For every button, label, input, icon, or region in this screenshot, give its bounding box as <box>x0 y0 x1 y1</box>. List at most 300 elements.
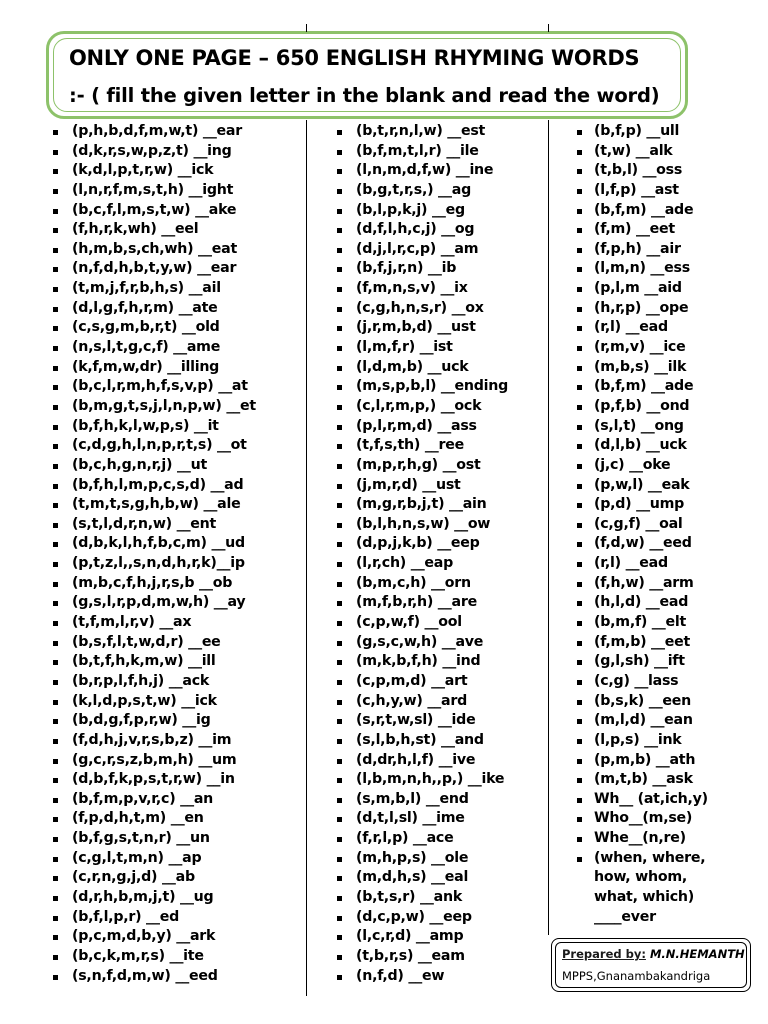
bullet-icon <box>577 582 582 587</box>
bullet-icon <box>337 385 342 390</box>
rhyme-list-item <box>52 397 256 417</box>
bullet-icon <box>337 150 342 155</box>
rhyme-list-item <box>336 436 508 456</box>
bullet-icon <box>53 778 58 783</box>
rhyme-list-item <box>336 711 508 731</box>
rhyme-item-text: (b,m,c,h) __orn <box>356 574 471 591</box>
bullet-icon <box>577 189 582 194</box>
rhyme-list-item <box>576 436 708 456</box>
rhyme-list-item <box>336 279 508 299</box>
rhyme-list-item <box>336 908 508 928</box>
rhyme-list-item <box>52 279 256 299</box>
bullet-icon <box>337 660 342 665</box>
bullet-icon <box>577 307 582 312</box>
rhyme-list-item <box>52 161 256 181</box>
bullet-icon <box>53 660 58 665</box>
bullet-icon <box>53 739 58 744</box>
rhyme-list-item <box>576 613 708 633</box>
column-divider-top-2 <box>548 24 549 32</box>
rhyme-list-item <box>576 456 708 476</box>
rhyme-list-item <box>336 417 508 437</box>
bullet-icon <box>53 523 58 528</box>
rhyme-item-text: (m,l,d) __ean <box>594 712 693 729</box>
bullet-icon <box>577 484 582 489</box>
rhyme-list-item <box>336 888 508 908</box>
rhyme-item-text: (f,d,h,j,v,r,s,b,z) __im <box>72 731 232 748</box>
bullet-icon <box>337 366 342 371</box>
bullet-icon <box>577 503 582 508</box>
rhyme-item-text: ____ever <box>594 908 656 925</box>
rhyme-item-text: (p,c,m,d,b,y) __ark <box>72 928 216 945</box>
bullet-icon <box>53 425 58 430</box>
bullet-icon <box>577 523 582 528</box>
bullet-icon <box>337 228 342 233</box>
rhyme-list-item <box>576 259 708 279</box>
bullet-icon <box>53 896 58 901</box>
rhyme-item-text: (s,l,b,h,st) __and <box>356 731 484 748</box>
bullet-icon <box>53 542 58 547</box>
bullet-icon <box>53 385 58 390</box>
rhyme-list-item <box>336 692 508 712</box>
rhyme-continuation-line <box>576 868 708 888</box>
rhyme-item-text: (b,f,m,t,l,r) __ile <box>356 142 479 159</box>
rhyme-list-item <box>576 299 708 319</box>
rhyme-item-text: (b,f,h,l,m,p,c,s,d) __ad <box>72 476 244 493</box>
rhyme-item-text: (l,p,s) __ink <box>594 731 682 748</box>
bullet-icon <box>53 209 58 214</box>
rhyme-list-item <box>336 456 508 476</box>
rhyme-list-item <box>52 790 256 810</box>
rhyme-item-text: (d,dr,h,l,f) __ive <box>356 751 476 768</box>
rhyme-item-text: (b,t,s,r) __ank <box>356 888 463 905</box>
bullet-icon <box>337 130 342 135</box>
rhyme-list-item <box>336 652 508 672</box>
rhyme-list-item <box>336 554 508 574</box>
bullet-icon <box>337 857 342 862</box>
bullet-icon <box>53 641 58 646</box>
rhyme-item-text: (d,k,r,s,w,p,z,t) __ing <box>72 142 232 159</box>
rhyme-list-item <box>576 417 708 437</box>
rhyme-list-item <box>52 692 256 712</box>
bullet-icon <box>53 857 58 862</box>
rhyme-list-item <box>336 868 508 888</box>
bullet-icon <box>53 267 58 272</box>
rhyme-item-text: (b,d,g,f,p,r,w) __ig <box>72 712 211 729</box>
bullet-icon <box>53 759 58 764</box>
bullet-icon <box>337 464 342 469</box>
rhyme-list-item <box>336 181 508 201</box>
bullet-icon <box>337 896 342 901</box>
bullet-icon <box>577 209 582 214</box>
bullet-icon <box>337 680 342 685</box>
rhyme-list-item <box>52 495 256 515</box>
rhyme-list-item <box>52 809 256 829</box>
rhyme-item-text: (t,m,t,s,g,h,b,w) __ale <box>72 496 241 513</box>
rhyme-item-text: (d,t,l,sl) __ime <box>356 810 465 827</box>
rhyme-column-2 <box>336 122 508 986</box>
rhyme-item-text: (p,w,l) __eak <box>594 476 690 493</box>
rhyme-column-3 <box>576 122 708 927</box>
bullet-icon <box>53 621 58 626</box>
rhyme-list-item <box>52 947 256 967</box>
rhyme-list-item <box>576 849 708 869</box>
bullet-icon <box>337 425 342 430</box>
rhyme-item-text: (j,r,m,b,d) __ust <box>356 319 476 336</box>
bullet-icon <box>53 444 58 449</box>
bullet-icon <box>577 366 582 371</box>
bullet-icon <box>53 817 58 822</box>
rhyme-continuation-line <box>576 888 708 908</box>
bullet-icon <box>53 366 58 371</box>
rhyme-item-text: what, which) <box>594 888 694 905</box>
bullet-icon <box>337 267 342 272</box>
rhyme-item-text: (l,m,n) __ess <box>594 260 690 277</box>
rhyme-list-item <box>52 711 256 731</box>
bullet-icon <box>337 346 342 351</box>
rhyme-list-item <box>336 377 508 397</box>
bullet-icon <box>577 228 582 233</box>
rhyme-item-text: (c,s,g,m,b,r,t) __old <box>72 319 220 336</box>
bullet-icon <box>577 817 582 822</box>
bullet-icon <box>53 798 58 803</box>
rhyme-list-item <box>576 279 708 299</box>
rhyme-list-item <box>336 515 508 535</box>
rhyme-item-text: (b,f,m) __ade <box>594 378 694 395</box>
rhyme-item-text: (p,m,b) __ath <box>594 751 696 768</box>
bullet-icon <box>53 582 58 587</box>
rhyme-item-text: (m,f,b,r,h) __are <box>356 594 477 611</box>
rhyme-list-item <box>336 947 508 967</box>
rhyme-item-text: (m,s,p,b,l) __ending <box>356 378 509 395</box>
rhyme-list-item <box>52 868 256 888</box>
rhyme-list-item <box>576 142 708 162</box>
rhyme-list-item <box>52 181 256 201</box>
rhyme-item-text: (f,h,w) __arm <box>594 574 694 591</box>
rhyme-item-text: (c,g,f) __oal <box>594 515 683 532</box>
rhyme-list-item <box>336 161 508 181</box>
rhyme-item-text: (l,f,p) __ast <box>594 181 679 198</box>
page-title: ONLY ONE PAGE – 650 ENGLISH RHYMING WORDS <box>69 46 640 70</box>
rhyme-list-item <box>576 318 708 338</box>
bullet-icon <box>337 209 342 214</box>
bullet-icon <box>577 169 582 174</box>
bullet-icon <box>337 700 342 705</box>
rhyme-list-item <box>52 377 256 397</box>
rhyme-item-text: Whe__(n,re) <box>594 830 686 847</box>
rhyme-item-text: (b,f,m) __ade <box>594 201 694 218</box>
rhyme-item-text: (when, where, <box>594 849 706 866</box>
rhyme-list-item <box>336 672 508 692</box>
rhyme-list-item <box>336 476 508 496</box>
rhyme-item-text: (c,r,n,g,j,d) __ab <box>72 869 195 886</box>
rhyme-list-item <box>336 809 508 829</box>
rhyme-list-item <box>52 534 256 554</box>
bullet-icon <box>53 326 58 331</box>
rhyme-item-text: (k,l,d,p,s,t,w) __ick <box>72 692 217 709</box>
rhyme-list-item <box>336 299 508 319</box>
bullet-icon <box>577 346 582 351</box>
rhyme-item-text: (b,f,h,k,l,w,p,s) __it <box>72 417 219 434</box>
rhyme-item-text: (p,l,r,m,d) __ass <box>356 417 477 434</box>
rhyme-list-item <box>52 220 256 240</box>
bullet-icon <box>577 837 582 842</box>
bullet-icon <box>337 759 342 764</box>
rhyme-item-text: (f,r,l,p) __ace <box>356 830 454 847</box>
rhyme-list-item <box>336 142 508 162</box>
rhyme-item-text: (r,l) __ead <box>594 319 668 336</box>
rhyme-item-text: (b,l,p,k,j) __eg <box>356 201 465 218</box>
rhyme-list-item <box>336 593 508 613</box>
rhyme-list-item <box>52 888 256 908</box>
bullet-icon <box>577 719 582 724</box>
rhyme-list-item <box>52 358 256 378</box>
rhyme-list-item <box>576 534 708 554</box>
rhyme-list-item <box>576 358 708 378</box>
bullet-icon <box>577 542 582 547</box>
rhyme-list-item <box>336 633 508 653</box>
bullet-icon <box>337 248 342 253</box>
bullet-icon <box>337 484 342 489</box>
rhyme-list-item <box>336 397 508 417</box>
rhyme-item-text: (s,m,b,l) __end <box>356 790 469 807</box>
rhyme-list-item <box>576 377 708 397</box>
bullet-icon <box>577 464 582 469</box>
bullet-icon <box>53 503 58 508</box>
rhyme-list-item <box>52 967 256 987</box>
bullet-icon <box>337 444 342 449</box>
rhyme-item-text: (d,f,l,h,c,j) __og <box>356 221 475 238</box>
bullet-icon <box>53 562 58 567</box>
rhyme-list-item <box>336 338 508 358</box>
rhyme-item-text: Wh__ (at,ich,y) <box>594 790 708 807</box>
rhyme-list-item <box>52 259 256 279</box>
rhyme-item-text: (b,l,h,n,s,w) __ow <box>356 515 491 532</box>
rhyme-item-text: Who__(m,se) <box>594 810 693 827</box>
bullet-icon <box>577 759 582 764</box>
rhyme-item-text: (r,m,v) __ice <box>594 339 686 356</box>
rhyme-list-item <box>52 142 256 162</box>
rhyme-item-text: (d,b,f,k,p,s,t,r,w) __in <box>72 771 235 788</box>
rhyme-list-item <box>336 849 508 869</box>
bullet-icon <box>53 248 58 253</box>
rhyme-item-text: (d,j,l,r,c,p) __am <box>356 240 479 257</box>
bullet-icon <box>53 346 58 351</box>
bullet-icon <box>337 169 342 174</box>
bullet-icon <box>337 719 342 724</box>
bullet-icon <box>53 916 58 921</box>
rhyme-item-text: (s,r,t,w,sl) __ide <box>356 712 476 729</box>
rhyme-list-item <box>336 613 508 633</box>
rhyme-item-text: (m,g,r,b,j,t) __ain <box>356 496 487 513</box>
rhyme-item-text: (b,f,p) __ull <box>594 123 680 139</box>
bullet-icon <box>337 523 342 528</box>
rhyme-list-item <box>576 201 708 221</box>
rhyme-list-item <box>52 122 256 142</box>
bullet-icon <box>577 425 582 430</box>
rhyme-item-text: (h,m,b,s,ch,wh) __eat <box>72 240 237 257</box>
rhyme-item-text: (p,t,z,l,,s,n,d,h,r,k)__ip <box>72 555 245 572</box>
bullet-icon <box>577 700 582 705</box>
rhyme-item-text: (b,m,g,t,s,j,l,n,p,w) __et <box>72 397 256 414</box>
bullet-icon <box>577 680 582 685</box>
rhyme-list-item <box>52 849 256 869</box>
rhyme-item-text: (f,d,w) __eed <box>594 535 692 552</box>
rhyme-list-item <box>52 751 256 771</box>
rhyme-item-text: (b,c,h,g,n,r,j) __ut <box>72 456 208 473</box>
bullet-icon <box>577 405 582 410</box>
bullet-icon <box>337 287 342 292</box>
rhyme-list-item <box>52 554 256 574</box>
bullet-icon <box>53 837 58 842</box>
credit-school: MPPS,Gnanambakandriga <box>562 969 711 983</box>
rhyme-list-item <box>336 967 508 987</box>
rhyme-list-item <box>576 220 708 240</box>
rhyme-list-item <box>576 652 708 672</box>
rhyme-item-text: (b,f,g,s,t,n,r) __un <box>72 830 210 847</box>
credit-line <box>562 947 745 961</box>
rhyme-item-text: (j,c) __oke <box>594 456 671 473</box>
rhyme-item-text: (l,d,m,b) __uck <box>356 358 469 375</box>
rhyme-item-text: (d,r,h,b,m,j,t) __ug <box>72 888 214 905</box>
rhyme-item-text: (c,l,r,m,p,) __ock <box>356 397 482 414</box>
bullet-icon <box>577 660 582 665</box>
credit-author-name: M.N.HEMANTH <box>649 947 745 961</box>
rhyme-list-item <box>52 318 256 338</box>
bullet-icon <box>337 542 342 547</box>
rhyme-list-item <box>52 436 256 456</box>
credit-label: Prepared by: <box>562 947 646 961</box>
bullet-icon <box>53 287 58 292</box>
rhyme-item-text: (c,h,y,w) __ard <box>356 692 468 709</box>
bullet-icon <box>53 975 58 980</box>
rhyme-item-text: (r,l) __ead <box>594 555 668 572</box>
rhyme-list-item <box>336 201 508 221</box>
bullet-icon <box>337 601 342 606</box>
rhyme-list-item <box>576 161 708 181</box>
bullet-icon <box>577 130 582 135</box>
rhyme-list-item <box>336 574 508 594</box>
rhyme-list-item <box>576 397 708 417</box>
rhyme-list-item <box>52 201 256 221</box>
rhyme-item-text: (g,l,sh) __ift <box>594 653 685 670</box>
rhyme-list-item <box>576 122 708 142</box>
bullet-icon <box>337 641 342 646</box>
rhyme-item-text: (n,f,d) __ew <box>356 967 445 984</box>
rhyme-list-item <box>336 790 508 810</box>
rhyme-column-1 <box>52 122 256 986</box>
rhyme-item-text: (f,m,b) __eet <box>594 633 690 650</box>
rhyme-item-text: (b,c,f,l,m,s,t,w) __ake <box>72 201 237 218</box>
rhyme-list-item <box>576 809 708 829</box>
rhyme-list-item <box>52 770 256 790</box>
bullet-icon <box>53 130 58 135</box>
column-divider-top-1 <box>306 24 307 32</box>
column-divider-1 <box>306 120 307 996</box>
rhyme-item-text: (k,d,l,p,t,r,w) __ick <box>72 162 214 179</box>
bullet-icon <box>53 680 58 685</box>
rhyme-list-item <box>336 770 508 790</box>
bullet-icon <box>337 562 342 567</box>
rhyme-list-item <box>576 338 708 358</box>
rhyme-item-text: (d,b,k,l,h,f,b,c,m) __ud <box>72 535 245 552</box>
bullet-icon <box>577 778 582 783</box>
rhyme-item-text: (p,l,m __aid <box>594 280 682 297</box>
rhyme-list-item <box>576 751 708 771</box>
rhyme-item-text: (c,p,w,f) __ool <box>356 614 462 631</box>
bullet-icon <box>53 464 58 469</box>
rhyme-item-text: (m,b,s) __ilk <box>594 358 687 375</box>
bullet-icon <box>577 385 582 390</box>
rhyme-item-text: (p,f,b) __ond <box>594 397 690 414</box>
rhyme-item-text: (c,p,m,d) __art <box>356 672 468 689</box>
bullet-icon <box>53 935 58 940</box>
rhyme-item-text: (n,s,l,t,g,c,f) __ame <box>72 339 221 356</box>
rhyme-list-item <box>52 829 256 849</box>
rhyme-list-item <box>52 417 256 437</box>
rhyme-item-text: (b,g,t,r,s,) __ag <box>356 181 471 198</box>
bullet-icon <box>337 326 342 331</box>
rhyme-list-item <box>52 515 256 535</box>
rhyme-item-text: (h,l,d) __ead <box>594 594 689 611</box>
rhyme-item-text: (b,c,k,m,r,s) __ite <box>72 947 204 964</box>
rhyme-list-item <box>52 240 256 260</box>
bullet-icon <box>53 150 58 155</box>
rhyme-item-text: (m,b,c,f,h,j,r,s,b __ob <box>72 574 233 591</box>
rhyme-list-item <box>576 633 708 653</box>
rhyme-item-text: (t,b,l) __oss <box>594 162 683 179</box>
rhyme-item-text: (b,t,r,n,l,w) __est <box>356 123 486 139</box>
rhyme-item-text: (h,r,p) __ope <box>594 299 689 316</box>
column-divider-2 <box>548 120 549 935</box>
rhyme-item-text: (c,g) __lass <box>594 672 679 689</box>
bullet-icon <box>53 228 58 233</box>
rhyme-list-item <box>576 790 708 810</box>
rhyme-item-text: (d,l,g,f,h,r,m) __ate <box>72 299 218 316</box>
rhyme-item-text: (s,l,t) __ong <box>594 417 684 434</box>
rhyme-list-item <box>52 574 256 594</box>
rhyme-item-text: (b,s,k) __een <box>594 692 692 709</box>
rhyme-item-text: (t,f,m,l,r,v) __ax <box>72 614 192 631</box>
rhyme-list-item <box>576 476 708 496</box>
rhyme-item-text: (t,m,j,f,r,b,h,s) __ail <box>72 280 221 297</box>
rhyme-list-item <box>336 240 508 260</box>
rhyme-list-item <box>52 633 256 653</box>
bullet-icon <box>577 248 582 253</box>
rhyme-list-item <box>336 495 508 515</box>
rhyme-item-text: (b,r,p,l,f,h,j) __ack <box>72 672 210 689</box>
bullet-icon <box>53 700 58 705</box>
bullet-icon <box>337 189 342 194</box>
rhyme-item-text: (l,c,r,d) __amp <box>356 928 464 945</box>
rhyme-list-item <box>336 318 508 338</box>
rhyme-list-item <box>336 122 508 142</box>
rhyme-item-text: (b,f,l,p,r) __ed <box>72 908 179 925</box>
rhyme-item-text: (m,h,p,s) __ole <box>356 849 469 866</box>
rhyme-item-text: (p,d) __ump <box>594 496 685 513</box>
rhyme-list-item <box>336 829 508 849</box>
bullet-icon <box>53 169 58 174</box>
credit-box <box>551 938 751 992</box>
rhyme-list-item <box>576 574 708 594</box>
rhyme-list-item <box>52 338 256 358</box>
bullet-icon <box>337 975 342 980</box>
rhyme-item-text: (f,m) __eet <box>594 221 675 238</box>
rhyme-list-item <box>576 711 708 731</box>
rhyme-list-item <box>576 515 708 535</box>
bullet-icon <box>53 484 58 489</box>
bullet-icon <box>337 503 342 508</box>
bullet-icon <box>53 955 58 960</box>
